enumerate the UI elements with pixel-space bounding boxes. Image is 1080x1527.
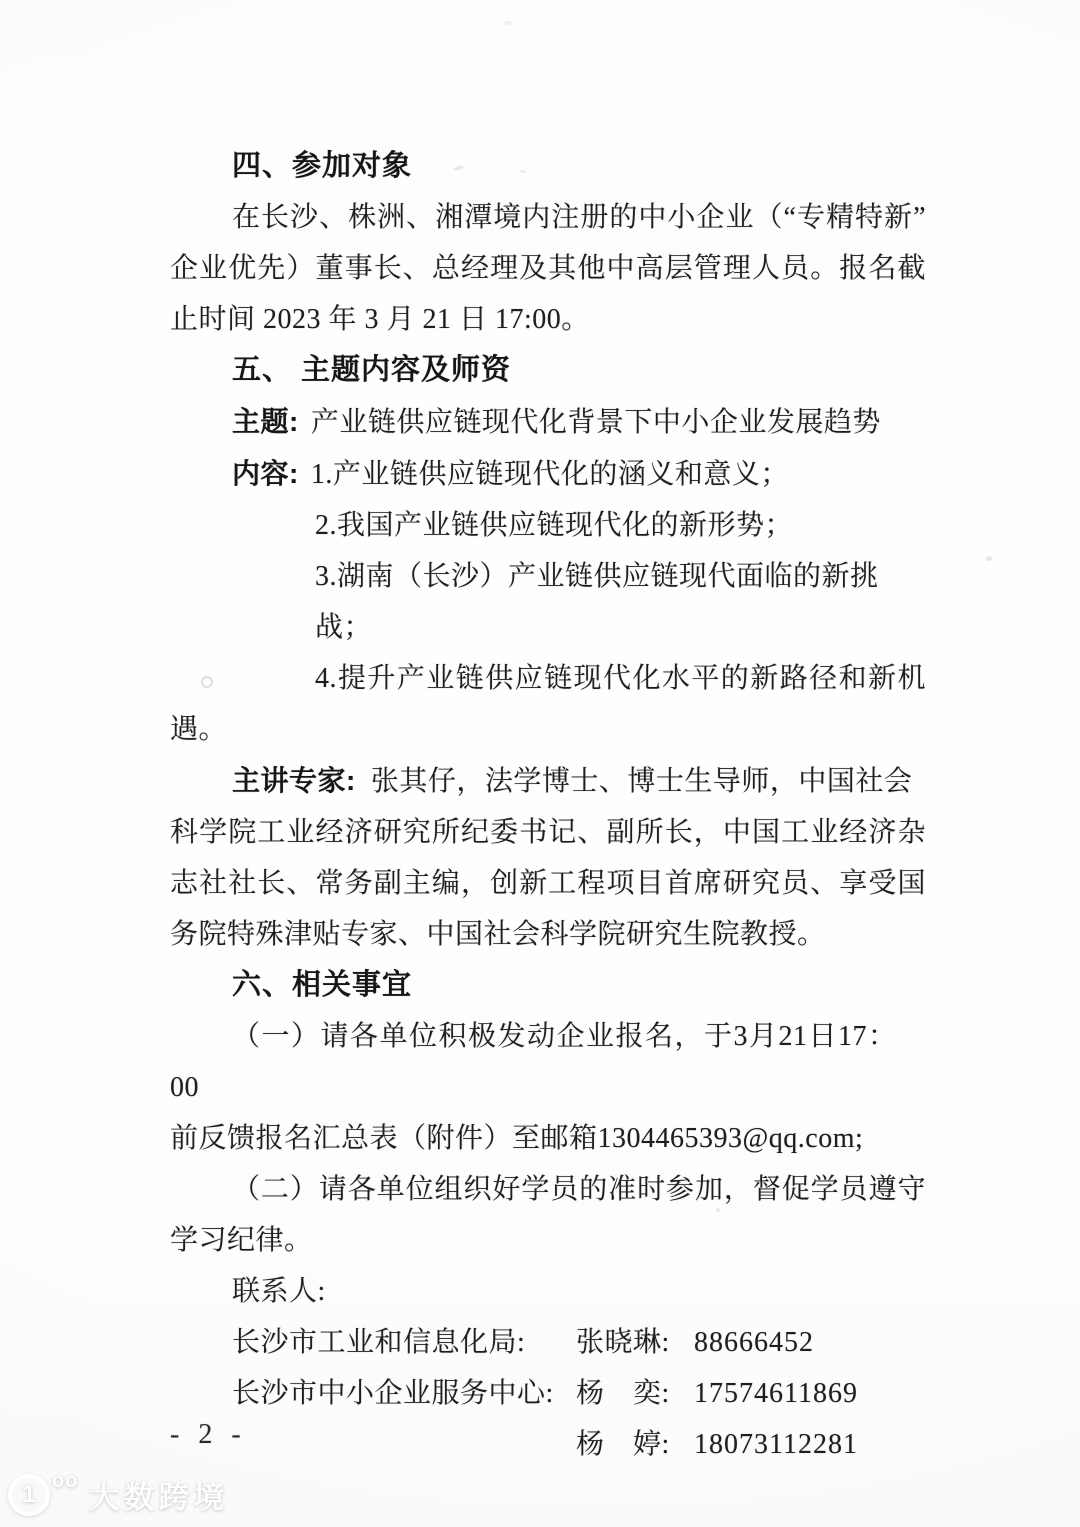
contact-name: 杨 奕: bbox=[576, 1378, 670, 1409]
contact-name: 杨 婷: bbox=[576, 1429, 670, 1460]
expert-line-2: 科学院工业经济研究所纪委书记、副所长，中国工业经济杂 bbox=[170, 817, 926, 848]
contacts-label: 联系人: bbox=[232, 1276, 326, 1307]
topic-label: 主题: bbox=[232, 406, 299, 437]
content-item-3: 3.湖南（长沙）产业链供应链现代面临的新挑战； bbox=[315, 561, 879, 643]
item-2-line-1: （二）请各单位组织好学员的准时参加，督促学员遵守 bbox=[232, 1174, 926, 1205]
section-5-heading: 五、 主题内容及师资 bbox=[232, 354, 512, 386]
expert-line-3: 志社社长、常务副主编，创新工程项目首席研究员、享受国 bbox=[170, 868, 926, 899]
contact-phone: 88666452 bbox=[694, 1327, 814, 1358]
contact-dept: 长沙市中小企业服务中心: bbox=[232, 1378, 554, 1409]
content-item-1: 1.产业链供应链现代化的涵义和意义； bbox=[310, 459, 789, 490]
scan-speck bbox=[503, 20, 512, 25]
content-item-2: 2.我国产业链供应链现代化的新形势； bbox=[315, 510, 794, 541]
item-1-line-2: 前反馈报名汇总表（附件）至邮箱1304465393@qq.com; bbox=[170, 1123, 864, 1154]
contact-row bbox=[170, 1368, 926, 1419]
topic-text: 产业链供应链现代化背景下中小企业发展趋势 bbox=[310, 407, 881, 438]
contact-name: 张晓琳: bbox=[576, 1327, 670, 1358]
content-label: 内容: bbox=[232, 458, 299, 489]
item-1-line-1: （一）请各单位积极发动企业报名，于3月21日17： 00 bbox=[170, 1021, 926, 1103]
watermark bbox=[8, 1469, 229, 1517]
watermark-text: 大数跨境 bbox=[88, 1480, 229, 1515]
expert-line-1 bbox=[170, 755, 926, 807]
page-number: - 2 - bbox=[170, 1419, 247, 1450]
contact-phone: 18073112281 bbox=[694, 1429, 858, 1460]
document-body bbox=[170, 141, 926, 1470]
contact-row bbox=[170, 1419, 926, 1470]
contact-row bbox=[170, 1317, 926, 1368]
content-item-4-continuation: 遇。 bbox=[170, 714, 228, 745]
watermark-logo-zeros: oo bbox=[52, 1469, 79, 1492]
expert-line-4: 务院特殊津贴专家、中国社会科学院研究生院教授。 bbox=[170, 919, 826, 950]
scan-speck bbox=[201, 676, 213, 688]
expert-label: 主讲专家: bbox=[232, 765, 356, 796]
section-4-line-2: 企业优先）董事长、总经理及其他中高层管理人员。报名截 bbox=[170, 253, 926, 284]
section-4-line-3: 止时间 2023 年 3 月 21 日 17:00。 bbox=[170, 304, 590, 335]
section-6-heading: 六、相关事宜 bbox=[232, 969, 413, 1001]
watermark-logo-icon bbox=[8, 1469, 79, 1516]
watermark-logo-digit: 1 bbox=[8, 1474, 50, 1516]
contact-dept: 长沙市工业和信息化局: bbox=[232, 1327, 526, 1358]
section-4-heading: 四、参加对象 bbox=[232, 150, 413, 182]
content-item-4: 4.提升产业链供应链现代化水平的新路径和新机 bbox=[315, 663, 926, 694]
content-line bbox=[170, 448, 926, 500]
topic-line bbox=[170, 396, 926, 448]
contact-phone: 17574611869 bbox=[694, 1378, 858, 1409]
section-4-line-1: 在长沙、株洲、湘潭境内注册的中小企业（“专精特新” bbox=[232, 202, 926, 233]
item-2-line-2: 学习纪律。 bbox=[170, 1225, 313, 1256]
scan-speck bbox=[716, 1208, 720, 1212]
expert-text-1: 张其仔，法学博士、博士生导师，中国社会 bbox=[370, 766, 913, 797]
scan-speck bbox=[986, 556, 992, 561]
